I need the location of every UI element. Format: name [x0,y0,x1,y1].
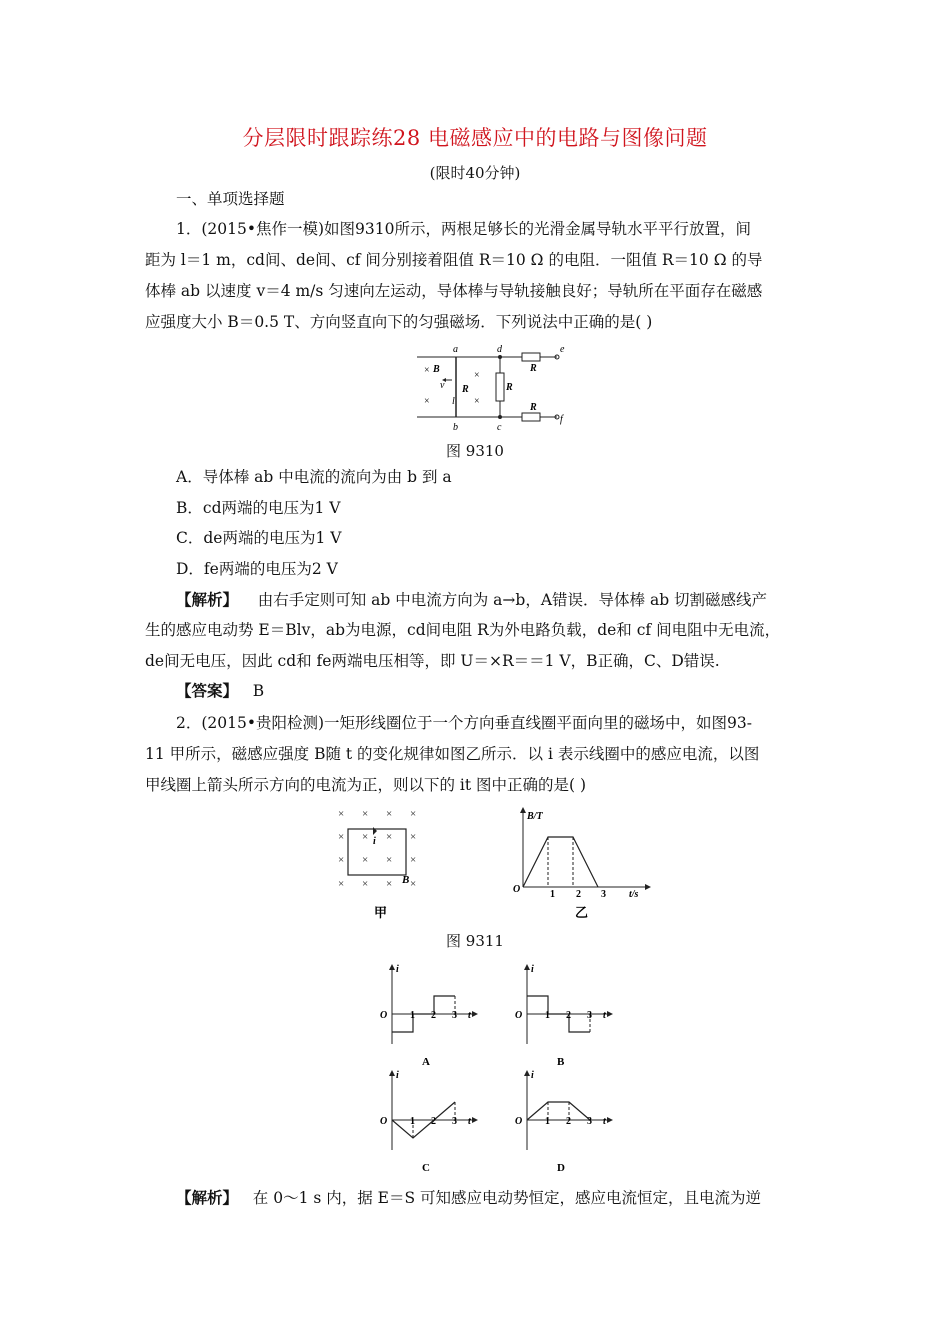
option-graph-c [370,1068,480,1178]
svg-text:c: c [497,422,502,433]
answer-value: B [252,682,265,700]
field-cross-3-1: × [410,831,417,843]
svg-text:×: × [424,396,430,407]
svg-text:d: d [497,344,502,355]
svg-text:v: v [440,380,445,391]
analysis-text: 由右手定则可知 ab 中电流方向为 a→b，A错误．导体棒 ab 切割磁感线产 [257,591,768,609]
field-cross-0-2: × [338,854,345,866]
q1-option-c: C．de两端的电压为1 V [176,529,342,547]
figure-yi-bt-graph [505,805,655,920]
option-tick: 3 [452,1010,457,1021]
coil-arrow [373,827,377,835]
option-xlabel: t [603,1010,606,1021]
option-origin: O [515,1010,523,1021]
analysis-label: 【解析】 [176,590,239,609]
option-ylabel: i [531,1070,534,1081]
option-origin: O [515,1116,523,1127]
field-cross-3-3: × [410,878,417,890]
q2-line-2: 11 甲所示，磁感应强度 B随 t 的变化规律如图乙所示．以 i 表示线圈中的感应电流，以图 [145,745,760,763]
fig-jia-label: 甲 [374,905,388,920]
bt-tick-2: 2 [576,889,581,900]
figure-9310-caption: 图 9310 [446,442,504,460]
svg-text:b: b [453,422,458,433]
option-xlabel: t [468,1116,471,1127]
field-cross-1-2: × [362,854,369,866]
field-cross-2-2: × [386,854,393,866]
svg-text:R: R [506,382,513,393]
option-ylabel: i [396,964,399,975]
option-graph-a [370,962,480,1072]
field-cross-1-3: × [362,878,369,890]
time-limit: (限时40分钟) [429,164,521,182]
option-graph-b [505,962,615,1072]
option-letter: C [422,1162,430,1174]
svg-text:R: R [530,402,537,413]
svg-text:a: a [453,344,458,355]
q1-line-3: 体棒 ab 以速度 v＝4 m/s 匀速向左运动，导体棒与导轨接触良好；导轨所在平面存在磁感 [145,282,763,300]
option-tick: 1 [545,1010,550,1021]
option-graph-d [505,1068,615,1178]
option-tick: 1 [410,1010,415,1021]
q1-answer [176,681,264,701]
svg-text:×: × [424,365,430,376]
option-tick: 2 [431,1116,436,1127]
svg-text:R: R [530,363,537,374]
svg-text:×: × [474,396,480,407]
option-tick: 3 [587,1010,592,1021]
option-letter: D [557,1162,565,1174]
field-cross-2-1: × [386,831,393,843]
field-cross-3-0: × [410,808,417,820]
page-title: 分层限时跟踪练28 电磁感应中的电路与图像问题 [242,126,708,150]
option-ylabel: i [396,1070,399,1081]
svg-text:B: B [433,364,440,375]
option-tick: 2 [566,1116,571,1127]
resistor-de [522,353,540,361]
option-origin: O [380,1116,388,1127]
resistor-cd [496,373,504,401]
svg-text:B: B [402,874,410,886]
field-cross-1-1: × [362,831,369,843]
svg-text:i: i [373,836,376,847]
bt-origin: O [513,884,521,895]
bt-tick-3: 3 [601,889,606,900]
figure-9310-circuit [400,340,580,435]
field-cross-3-2: × [410,854,417,866]
option-origin: O [380,1010,388,1021]
bt-series-line [523,837,598,887]
q1-line-2: 距为 l＝1 m，cd间、de间、cf 间分别接着阻值 R＝10 Ω 的电阻．一阻值 R＝10 Ω 的导 [145,251,763,269]
field-cross-2-0: × [386,808,393,820]
q2-line-3: 甲线圈上箭头所示方向的电流为正，则以下的 it 图中正确的是( ) [145,776,587,794]
option-axes [389,1070,478,1150]
figure-jia-coil [330,805,440,920]
option-tick: 2 [431,1010,436,1021]
q2-analysis-line [176,1188,761,1208]
field-cross-2-3: × [386,878,393,890]
q1-analysis-line-2: 生的感应电动势 E＝Blv，ab为电源，cd间电阻 R为外电路负载，de和 cf 间电阻中无电流， [145,621,781,639]
q1-analysis-line-3: de间无电压，因此 cd和 fe两端电压相等，即 U＝×R＝＝1 V，B正确，C、D错误. [145,652,720,670]
field-cross-0-3: × [338,878,345,890]
svg-text:R: R [462,384,469,395]
option-tick: 3 [452,1116,457,1127]
analysis-text: 在 0～1 s 内，据 E＝S 可知感应电动势恒定，感应电流恒定，且电流为逆 [252,1189,762,1207]
bt-tick-1: 1 [550,889,555,900]
resistor-cf [522,413,540,421]
option-tick: 1 [410,1116,415,1127]
q1-analysis-line-1 [176,590,767,610]
option-ylabel: i [531,964,534,975]
analysis-label: 【解析】 [176,1188,239,1207]
fig-yi-label: 乙 [575,905,589,920]
svg-text:e: e [560,344,565,355]
field-cross-1-0: × [362,808,369,820]
option-tick: 2 [566,1010,571,1021]
bt-xlabel: t/s [629,889,639,900]
field-cross-0-0: × [338,808,345,820]
q1-line-4: 应强度大小 B＝0.5 T、方向竖直向下的匀强磁场．下列说法中正确的是( ) [145,313,653,331]
q2-line-1: 2．(2015•贵阳检测)一矩形线圈位于一个方向垂直线圈平面向里的磁场中，如图93- [176,714,753,732]
option-tick: 1 [545,1116,550,1127]
option-xlabel: t [603,1116,606,1127]
coil-rectangle [348,829,406,875]
option-series-line [527,1102,590,1120]
q1-option-a: A．导体棒 ab 中电流的流向为由 b 到 a [176,468,452,486]
field-cross-0-1: × [338,831,345,843]
bt-ylabel: B/T [527,811,543,822]
figure-9311-caption: 图 9311 [446,932,504,950]
option-xlabel: t [468,1010,471,1021]
q1-line-1: 1．(2015•焦作一模)如图9310所示，两根足够长的光滑金属导轨水平平行放置，间 [176,220,751,238]
svg-text:l: l [452,396,455,407]
answer-label: 【答案】 [176,681,239,700]
q1-option-b: B．cd两端的电压为1 V [176,499,341,517]
svg-text:×: × [474,370,480,381]
option-letter: B [557,1056,565,1068]
q1-option-d: D．fe两端的电压为2 V [176,560,338,578]
option-tick: 3 [587,1116,592,1127]
svg-text:f: f [560,414,563,425]
option-letter: A [422,1056,430,1068]
section-heading: 一、单项选择题 [176,190,285,208]
